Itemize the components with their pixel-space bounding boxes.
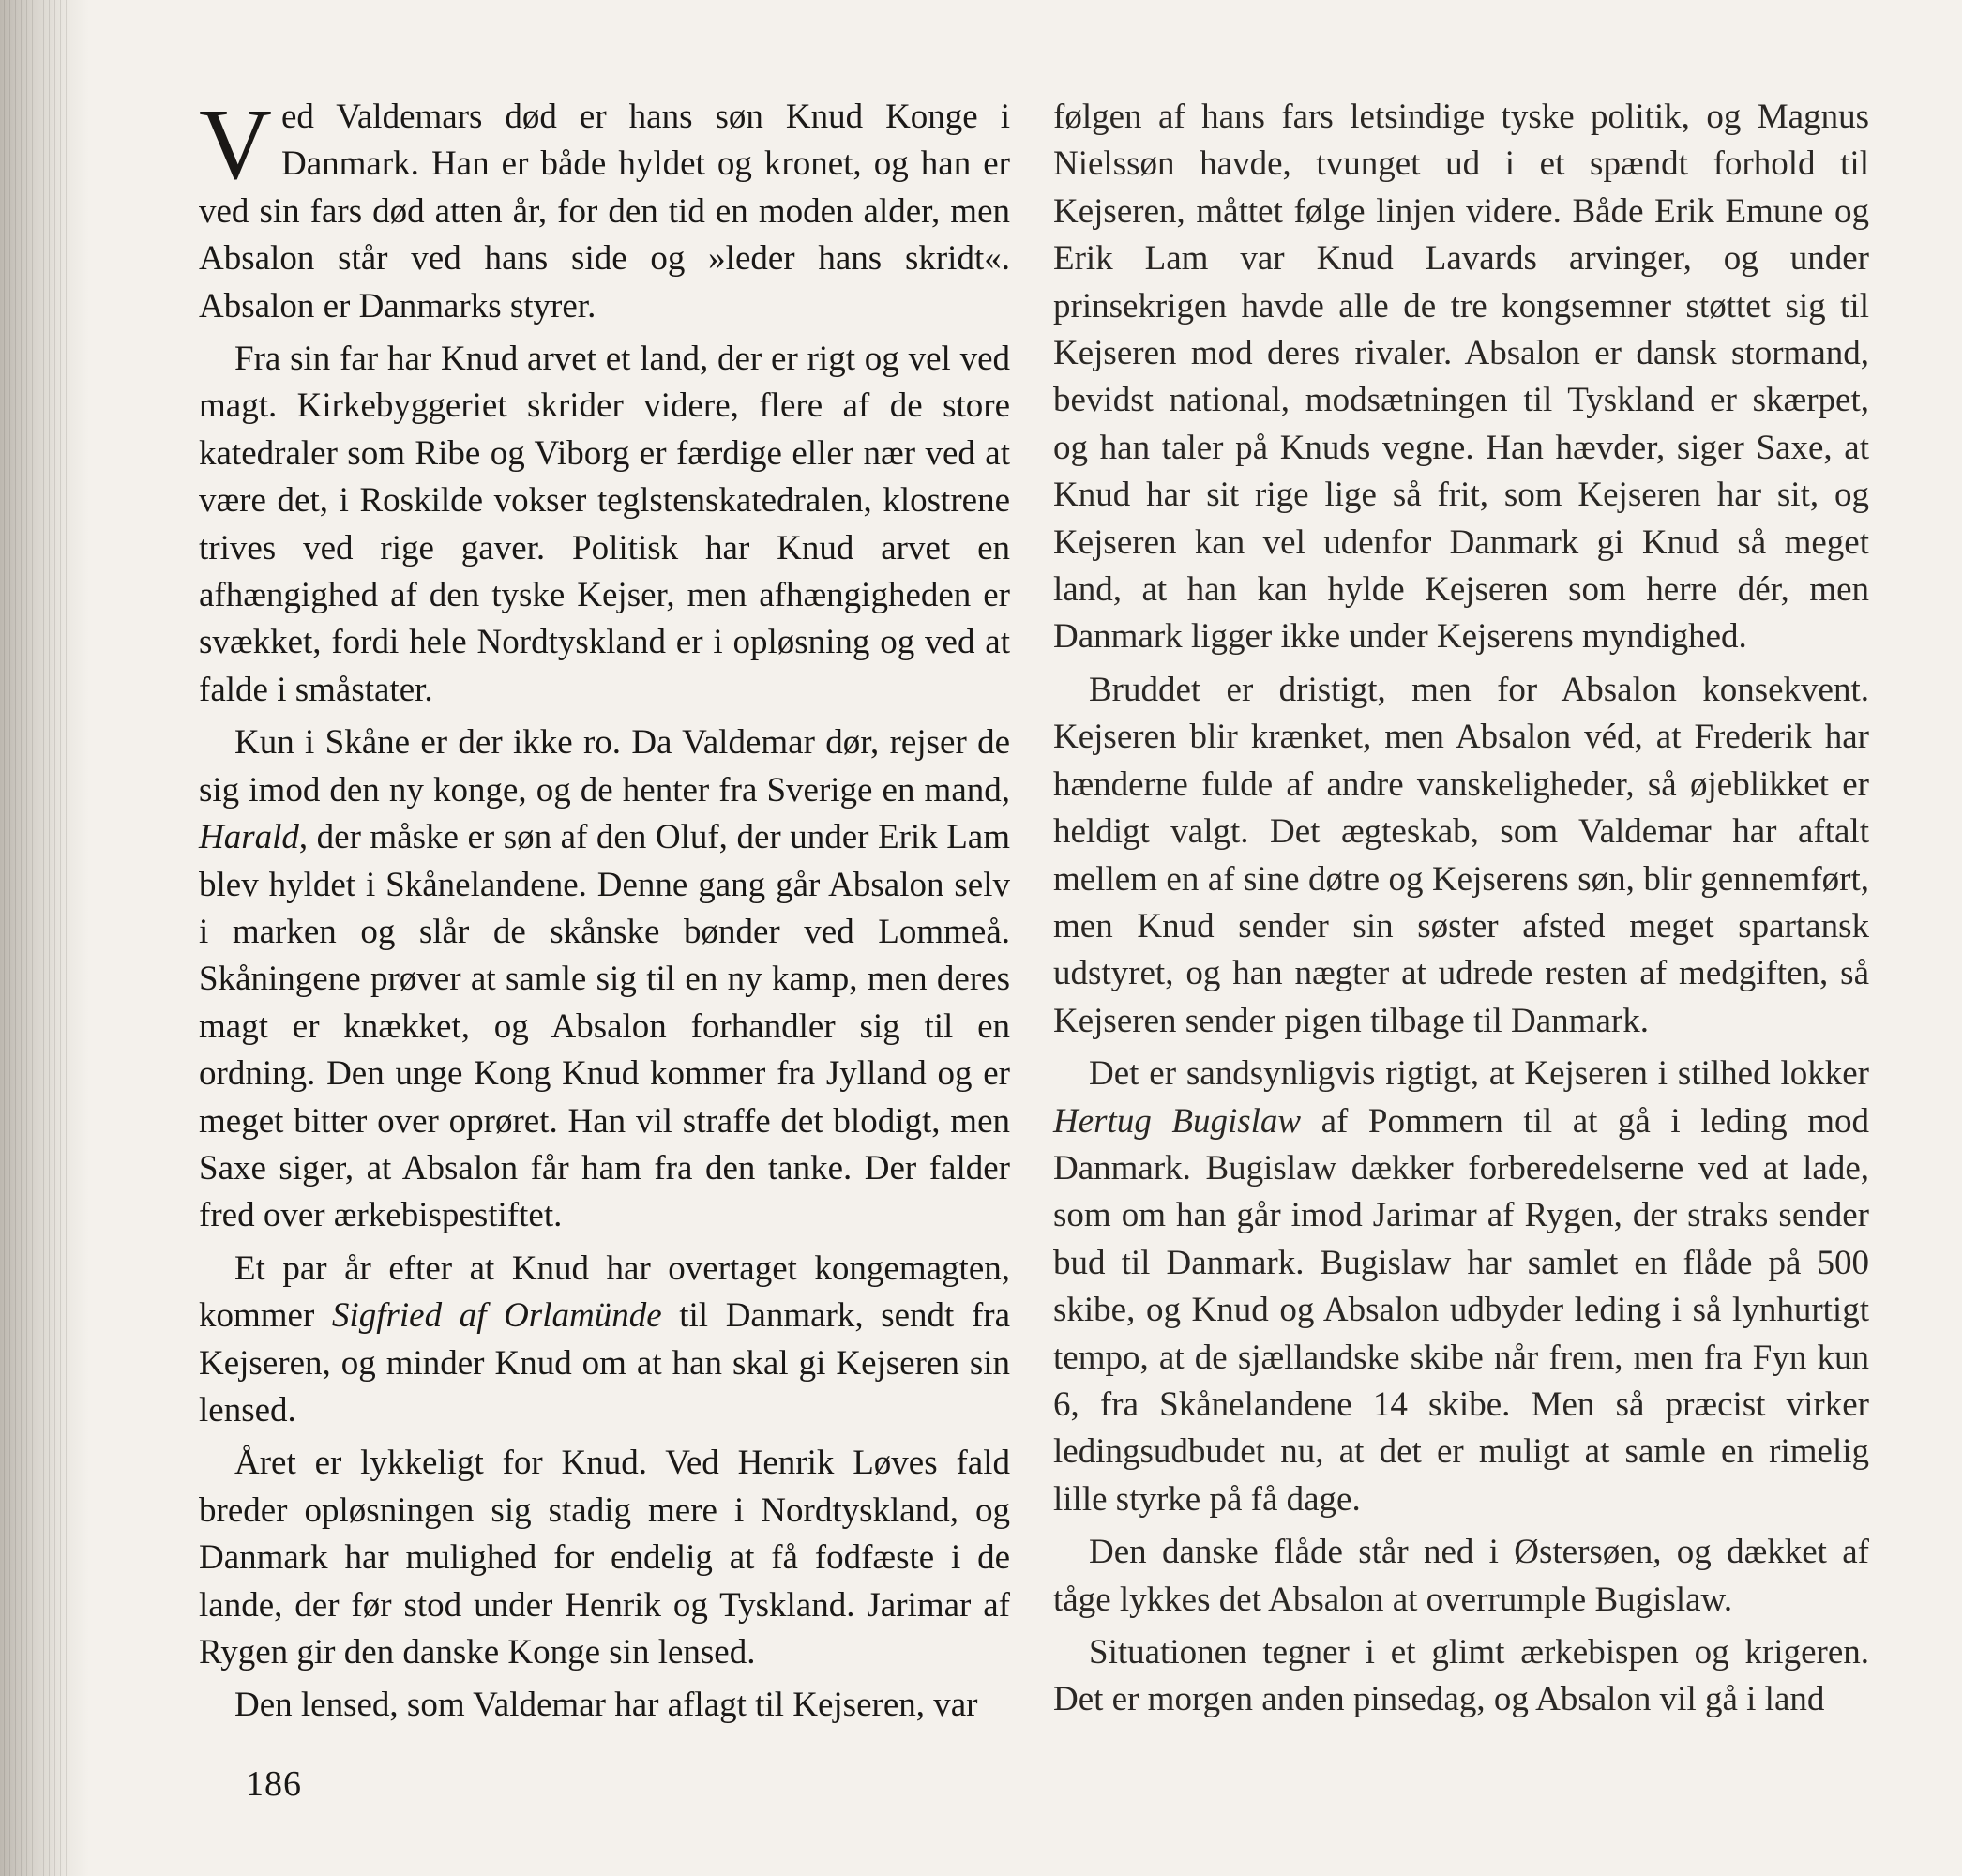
italic-name: Harald (199, 818, 299, 857)
paragraph-text: Kun i Skåne er der ikke ro. Da Valdemar dør, rejser de sig imod den ny konge, og de henter fra Sverige en mand, (199, 723, 1010, 809)
paragraph-2: Fra sin far har Knud arvet et land, der er rigt og vel ved magt. Kirkebyggeriet skrider videre, flere af de store katedraler som Ribe og Viborg er færdige eller nær ved at være det, i Roskilde vokser teglstenskatedralen, klostrene trives ved rige gaver. Politisk har Knud arvet en afhængighed af den tyske Kejser, men afhængigheden er svækket, fordi hele Nordtyskland er i opløsning og ved at falde i småstater. (199, 340, 1010, 709)
paragraph-4: Den danske flåde står ned i Østersøen, og dækket af tåge lykkes det Absalon at overrumple Bugislaw. (1053, 1533, 1869, 1619)
paragraph-3 (1053, 1051, 1869, 1523)
left-column (199, 89, 1011, 1735)
paragraph-5: Året er lykkeligt for Knud. Ved Henrik Løves fald breder opløsningen sig stadig mere i Nordtyskland, og Danmark har mulighed for endelig at få fodfæste i de lande, der før stod under Henrik og Tyskland. Jarimar af Rygen gir den danske Konge sin lensed. (199, 1444, 1010, 1672)
paragraph-text: Et par år efter at Knud har overtaget kongemagten, kommer (199, 1248, 1010, 1336)
paragraph-text: til Danmark, sendt fra Kejseren, og minder Knud om at han skal gi Kejseren sin lensed. (199, 1296, 1011, 1430)
page-number: 186 (246, 1764, 302, 1804)
paragraph-text: , der måske er søn af den Oluf, der under Erik Lam blev hyldet i Skånelandene. Denne gang går Absalon selv i marken og slår de skånske bønder ved Lommeå. Skåningene prøver at samle sig til en ny kamp, men deres magt er knækket, og Absalon forhandler sig til en ordning. Den unge Kong Knud kommer fra Jylland og er meget bitter over oprøret. Han vil straffe det blodigt, men Saxe siger, at Absalon får ham fra den tanke. Der falder fred over ærkebispestiftet. (199, 818, 1010, 1235)
paragraph-2: Bruddet er dristigt, men for Absalon konsekvent. Kejseren blir krænket, men Absalon véd, at Frederik har hænderne fulde af andre vanskeligheder, så øjeblikket er heldigt valgt. Det ægteskab, som Valdemar har aftalt mellem en af sine døtre og Kejserens søn, blir gennemført, men Knud sender sin søster afsted meget spartansk udstyret, og han nægter at udrede resten af medgiften, så Kejseren sender pigen tilbage til Danmark. (1053, 670, 1869, 1040)
italic-name: Sigfried af Orlamünde (331, 1296, 662, 1336)
paragraph-3 (199, 719, 1010, 1239)
paragraph-text: af Pommern til at gå i leding mod Danmark. Bugislaw dækker forberedelserne ved at lade, som om han går imod Jarimar af Rygen, der straks sender bud til Danmark. Bugislaw har samlet en flåde på 500 skibe, og Knud og Absalon udbyder leding i så lynhurtigt tempo, at de sjællandske skibe når frem, men fra Fyn kun 6, fra Skånelandene 14 skibe. Men så præcist virker ledingsudbudet nu, at det er muligt at samle en rimelig lille styrke på få dage. (1053, 1101, 1869, 1519)
paragraph-1 (199, 89, 1010, 330)
page-edges (4, 0, 69, 1876)
book-gutter (0, 0, 89, 1876)
book-page (89, 0, 1962, 1876)
paragraph-text: ed Valdemars død er hans søn Knud Konge i Danmark. Han er både hyldet og kronet, og han er ved sin fars død atten år, for den tid en moden alder, men Absalon står ved hans side og »leder hans skridt«. Absalon er Danmarks styrer. (199, 98, 1010, 325)
drop-cap: V (199, 89, 272, 201)
paragraph-continued: følgen af hans fars letsindige tyske politik, og Magnus Nielssøn havde, tvunget ud i et spændt forhold til Kejseren, måttet følge linjen videre. Både Erik Emune og Erik Lam var Knud Lavards arvinger, og under prinsekrigen havde alle de tre kongsemner støttet sig til Kejseren mod deres rivaler. Absalon er dansk stormand, bevidst national, modsætningen til Tyskland er skærpet, og han taler på Knuds vegne. Han hævder, siger Saxe, at Knud har sit rige lige så frit, som Kejseren har sit, og Kejseren kan vel udenfor Danmark gi Knud så meget land, at han kan hylde Kejseren som herre dér, men Danmark ligger ikke under Kejserens myndighed. (1053, 98, 1869, 657)
paragraph-6: Den lensed, som Valdemar har aflagt til Kejseren, var (234, 1686, 978, 1725)
italic-name: Hertug Bugislaw (1053, 1101, 1302, 1141)
right-column (1053, 94, 1869, 1730)
paragraph-text: Det er sandsynligvis rigtigt, at Kejseren i stilhed lokker (1089, 1054, 1869, 1094)
paragraph-4 (199, 1246, 1010, 1435)
paragraph-5: Situationen tegner i et glimt ærkebispen og krigeren. Det er morgen anden pinsedag, og Absalon vil gå i land (1053, 1633, 1869, 1719)
